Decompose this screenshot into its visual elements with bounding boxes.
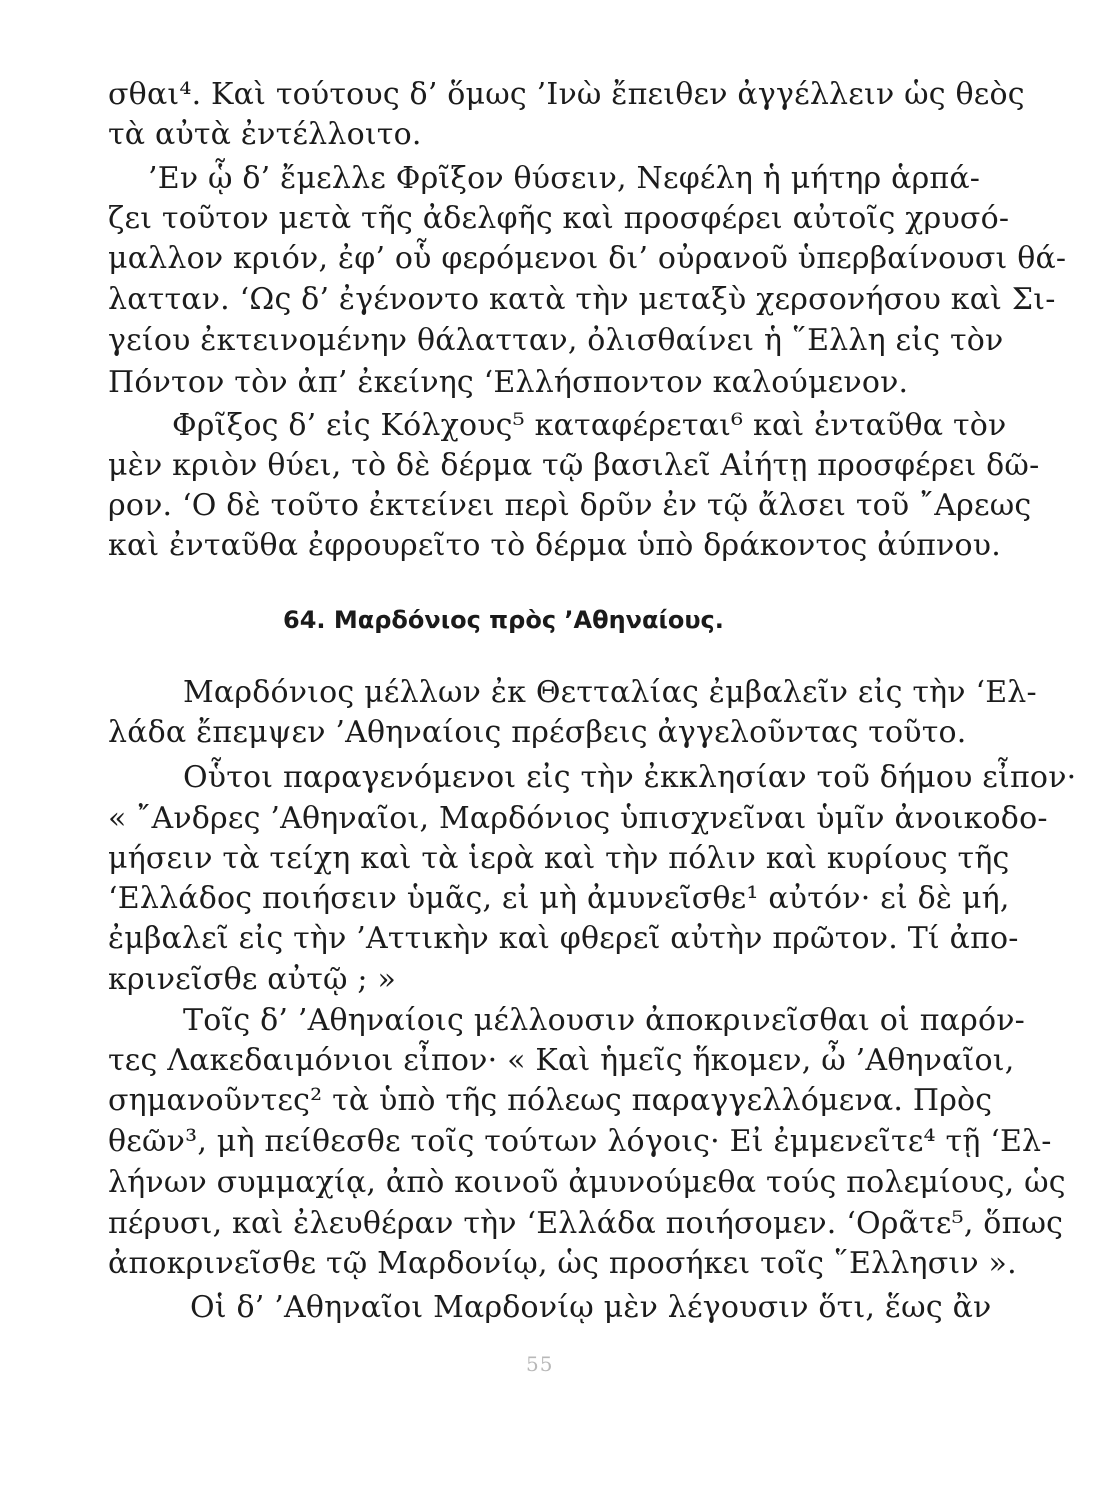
text-line: πέρυσι, καὶ ἐλευθέραν τὴν ‘Ελλάδα ποιήσομεν. ‘Ορᾶτε⁵, ὅπως [108, 1206, 1064, 1241]
text-line: τες Λακεδαιμόνιοι εἶπον· « Καὶ ἡμεῖς ἥκομεν, ὦ ’Αθηναῖοι, [108, 1043, 1015, 1078]
text-line: ἐμβαλεῖ εἰς τὴν ’Αττικὴν καὶ φθερεῖ αὐτὴν πρῶτον. Τί ἀπο- [108, 921, 1019, 956]
text-line: ἀποκρινεῖσθε τῷ Μαρδονίῳ, ὡς προσήκει τοῖς ῞Ελλησιν ». [108, 1246, 1017, 1281]
text-line: Οἱ δ’ ’Αθηναῖοι Μαρδονίῳ μὲν λέγουσιν ὅτι, ἕως ἂν [190, 1290, 992, 1325]
text-line: μαλλον κριόν, ἐφ’ οὗ φερόμενοι δι’ οὐρανοῦ ὑπερβαίνουσι θά- [108, 241, 1067, 276]
text-line: ‘Ελλάδος ποιήσειν ὑμᾶς, εἰ μὴ ἀμυνεῖσθε¹ αὐτόν· εἰ δὲ μή, [108, 881, 1010, 916]
text-line: λήνων συμμαχίᾳ, ἀπὸ κοινοῦ ἀμυνούμεθα τούς πολεμίους, ὡς [108, 1165, 1066, 1200]
text-line: κρινεῖσθε αὐτῷ ; » [108, 962, 396, 997]
text-line: ’Εν ᾧ δ’ ἔμελλε Φρῖξον θύσειν, Νεφέλη ἡ μήτηρ ἁρπά- [148, 161, 981, 196]
text-line: λάδα ἔπεμψεν ’Αθηναίοις πρέσβεις ἀγγελοῦντας τοῦτο. [108, 715, 967, 750]
text-line: « ῎Ανδρες ’Αθηναῖοι, Μαρδόνιος ὑπισχνεῖναι ὑμῖν ἀνοικοδο- [108, 801, 1048, 836]
text-line: μὲν κριὸν θύει, τὸ δὲ δέρμα τῷ βασιλεῖ Αἰήτῃ προσφέρει δῶ- [108, 448, 1040, 483]
text-line: Μαρδόνιος μέλλων ἐκ Θετταλίας ἐμβαλεῖν εἰς τὴν ‘Ελ- [183, 675, 1037, 710]
text-line: σημανοῦντες² τὰ ὑπὸ τῆς πόλεως παραγγελλόμενα. Πρὸς [108, 1083, 993, 1118]
text-line: μήσειν τὰ τείχη καὶ τὰ ἱερὰ καὶ τὴν πόλιν καὶ κυρίους τῆς [108, 841, 1010, 876]
section-heading: 64. Μαρδόνιος πρὸς ’Αθηναίους. [283, 606, 724, 634]
text-line: σθαι⁴. Καὶ τούτους δ’ ὅμως ’Ινὼ ἔπειθεν ἀγγέλλειν ὡς θεὸς [108, 77, 1025, 112]
text-line: Τοῖς δ’ ’Αθηναίοις μέλλουσιν ἀποκρινεῖσθαι οἱ παρόν- [183, 1003, 1025, 1038]
text-line: θεῶν³, μὴ πείθεσθε τοῖς τούτων λόγοις· Εἰ ἐμμενεῖτε⁴ τῇ ‘Ελ- [108, 1124, 1052, 1159]
text-line: Φρῖξος δ’ εἰς Κόλχους⁵ καταφέρεται⁶ καὶ ἐνταῦθα τὸν [172, 408, 1007, 443]
text-line: ρον. ‘Ο δὲ τοῦτο ἐκτείνει περὶ δρῦν ἐν τῷ ἄλσει τοῦ ῎Αρεως [108, 488, 1032, 523]
text-line: τὰ αὐτὰ ἐντέλλοιτο. [108, 117, 422, 152]
text-line: καὶ ἐνταῦθα ἐφρουρεῖτο τὸ δέρμα ὑπὸ δράκοντος ἀύπνου. [108, 528, 1001, 563]
text-line: Πόντον τὸν ἀπ’ ἐκείνης ‘Ελλήσποντον καλούμενον. [108, 365, 909, 400]
text-line: γείου ἐκτεινομένην θάλατταν, ὀλισθαίνει ἡ ῞Ελλη εἰς τὸν [108, 323, 1004, 358]
text-line: Οὗτοι παραγενόμενοι εἰς τὴν ἐκκλησίαν τοῦ δήμου εἶπον· [183, 760, 1077, 795]
text-line: ζει τοῦτον μετὰ τῆς ἀδελφῆς καὶ προσφέρει αὐτοῖς χρυσό- [108, 201, 1010, 236]
text-line: λατταν. ‘Ως δ’ ἐγένοντο κατὰ τὴν μεταξὺ χερσονήσου καὶ Σι- [108, 282, 1056, 317]
page-number: 55 [526, 1352, 554, 1376]
